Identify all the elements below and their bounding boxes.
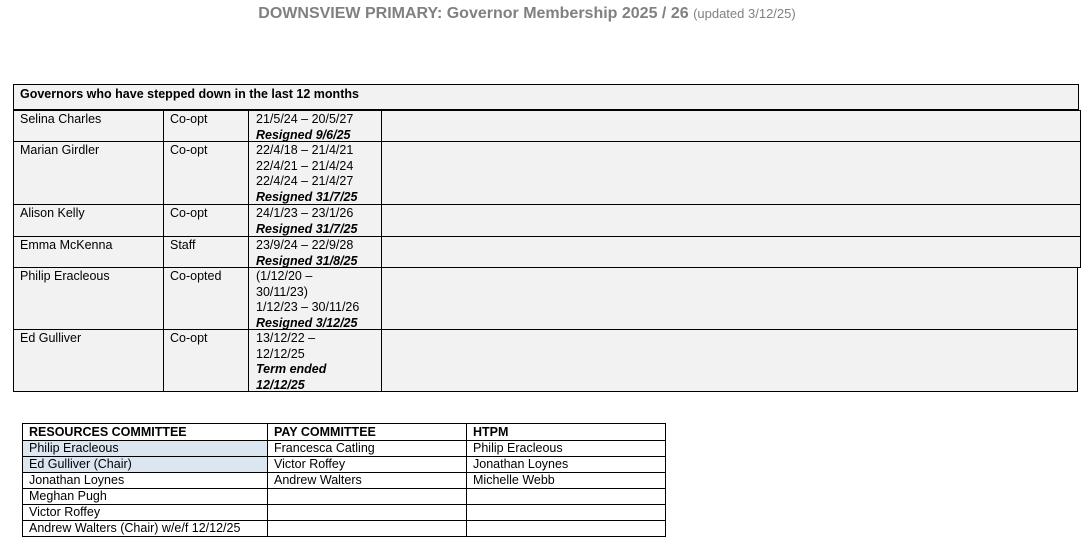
resources-member: Andrew Walters (Chair) w/e/f 12/12/25 — [23, 521, 268, 537]
stepped-down-row — [13, 110, 1081, 142]
governor-name: Marian Girdler — [14, 142, 164, 204]
term-line: 22/4/18 – 21/4/21 — [256, 143, 354, 157]
term-line: 22/4/21 – 21/4/24 — [256, 158, 354, 173]
term-status: Resigned 31/8/25 — [256, 253, 358, 268]
governor-terms — [249, 268, 382, 329]
governor-terms — [249, 205, 382, 236]
governor-name: Selina Charles — [14, 111, 164, 141]
term-line: 23/9/24 – 22/9/28 — [256, 238, 354, 252]
governor-name: Alison Kelly — [14, 205, 164, 236]
governor-terms — [249, 237, 382, 267]
pay-member: Francesca Catling — [268, 441, 467, 457]
stepped-down-row — [13, 141, 1081, 205]
htpm-member — [467, 521, 666, 537]
pay-member: Victor Roffey — [268, 457, 467, 473]
term-line: 12/12/25 — [256, 346, 305, 361]
governor-terms — [249, 142, 382, 204]
term-line: (1/12/20 – — [256, 269, 313, 283]
resources-member: Victor Roffey — [23, 505, 268, 521]
table-row — [23, 489, 666, 505]
updated-note: (updated 3/12/25) — [693, 6, 796, 21]
governor-terms — [249, 111, 382, 141]
table-row — [23, 505, 666, 521]
pay-member — [268, 489, 467, 505]
governor-type: Co-opt — [164, 330, 249, 391]
stepped-down-row — [13, 204, 1081, 237]
column-header-resources: RESOURCES COMMITTEE — [23, 424, 268, 441]
resources-member: Jonathan Loynes — [23, 473, 268, 489]
term-line: 30/11/23) — [256, 284, 308, 299]
term-line: 21/5/24 – 20/5/27 — [256, 112, 354, 126]
column-header-htpm: HTPM — [467, 424, 666, 441]
term-status: Resigned 31/7/25 — [256, 221, 358, 236]
term-line: 22/4/24 – 21/4/27 — [256, 174, 354, 188]
htpm-member: Michelle Webb — [467, 473, 666, 489]
stepped-down-row — [13, 236, 1081, 268]
htpm-member — [467, 505, 666, 521]
table-row — [23, 441, 666, 457]
stepped-down-heading — [13, 84, 1079, 110]
stepped-down-row — [13, 267, 1078, 330]
resources-member: Ed Gulliver (Chair) — [23, 457, 268, 473]
governor-type: Staff — [164, 237, 249, 267]
pay-member — [268, 521, 467, 537]
term-status: Term ended 12/12/25 — [256, 362, 327, 392]
governor-terms — [249, 330, 382, 391]
htpm-member: Philip Eracleous — [467, 441, 666, 457]
governor-name: Ed Gulliver — [14, 330, 164, 391]
term-line: 13/12/22 – — [256, 331, 316, 345]
term-line: 1/12/23 – 30/11/26 — [256, 300, 360, 314]
governor-name: Emma McKenna — [14, 237, 164, 267]
stepped-down-heading-text: Governors who have stepped down in the last 12 months — [20, 87, 359, 101]
governor-type: Co-opted — [164, 268, 249, 329]
column-header-pay: PAY COMMITTEE — [268, 424, 467, 441]
table-row — [23, 457, 666, 473]
pay-member: Andrew Walters — [268, 473, 467, 489]
title-text: DOWNSVIEW PRIMARY: Governor Membership 2025 / 26 — [258, 5, 689, 22]
term-status: Resigned 9/6/25 — [256, 127, 351, 142]
committees-table — [22, 423, 666, 537]
governor-type: Co-opt — [164, 205, 249, 236]
pay-member — [268, 505, 467, 521]
stepped-down-row — [13, 329, 1078, 392]
resources-member: Philip Eracleous — [23, 441, 268, 457]
governor-name: Philip Eracleous — [14, 268, 164, 329]
table-row — [23, 473, 666, 489]
term-status: Resigned 3/12/25 — [256, 315, 358, 330]
term-status: Resigned 31/7/25 — [256, 189, 358, 204]
htpm-member: Jonathan Loynes — [467, 457, 666, 473]
governor-type: Co-opt — [164, 111, 249, 141]
governor-type: Co-opt — [164, 142, 249, 204]
page-title — [0, 5, 1054, 23]
table-row — [23, 521, 666, 537]
htpm-member — [467, 489, 666, 505]
resources-member: Meghan Pugh — [23, 489, 268, 505]
committees-header-row — [23, 424, 666, 441]
term-line: 24/1/23 – 23/1/26 — [256, 206, 354, 220]
